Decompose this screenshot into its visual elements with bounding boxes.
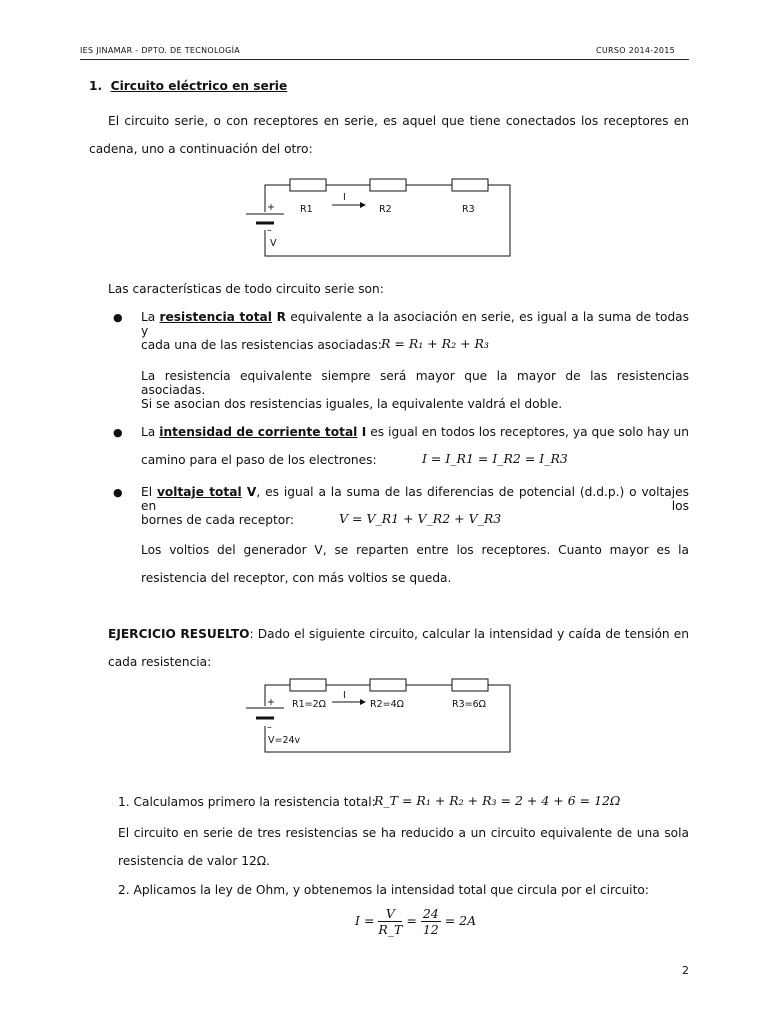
current-arrowhead	[360, 699, 366, 705]
formula-total-resistance: R_T = R₁ + R₂ + R₃ = 2 + 4 + 6 = 12Ω	[374, 793, 621, 808]
formula-ohm-law: I = $\frac{V}{R\_T}$ = $\frac{24}{12}$ = 2A	[355, 906, 477, 937]
term-voltaje-total: voltaje total	[156, 485, 242, 499]
bullet1-line-2: cada una de las resistencias asociadas:	[141, 338, 382, 352]
resistor-r1-2ohm	[290, 679, 326, 691]
formula-voltage: V = V_R1 + V_R2 + V_R3	[339, 511, 502, 526]
frac1-denominator: R_T	[378, 922, 403, 937]
section-heading	[89, 79, 689, 93]
r1-label: R1=2Ω	[292, 699, 326, 710]
resistor-r2-4ohm	[370, 679, 406, 691]
step2-text: 2. Aplicamos la ley de Ohm, y obtenemos la intensidad total que circula por el circuito:	[118, 883, 649, 897]
bullet2-line-1: La intensidad de corriente total I es igual en todos los receptores, ya que solo hay un	[141, 425, 689, 439]
battery-plus: +	[267, 697, 275, 708]
header-right: CURSO 2014-2015	[596, 46, 676, 55]
current-arrowhead	[360, 202, 366, 208]
frac1-numerator: V	[378, 906, 402, 922]
page-number: 2	[682, 964, 689, 977]
battery-minus: –	[267, 722, 272, 733]
frac2-denominator: 12	[422, 922, 439, 937]
current-label: I	[343, 690, 346, 701]
bullet-dot-2: ●	[113, 426, 123, 439]
battery-plus: +	[267, 202, 275, 213]
characteristics-intro: Las características de todo circuito serie son:	[108, 282, 384, 296]
section-title: Circuito eléctrico en serie	[110, 79, 288, 93]
exercise-circuit-diagram	[240, 672, 530, 762]
formula-resistance: R = R₁ + R₂ + R₃	[381, 336, 489, 351]
intro-line-2: cadena, uno a continuación del otro:	[89, 142, 313, 156]
step1-line-3: resistencia de valor 12Ω.	[118, 854, 270, 868]
bullet-dot-1: ●	[113, 311, 123, 324]
section-number: 1.	[89, 79, 103, 93]
bullet3-line-4: resistencia del receptor, con más voltios se queda.	[141, 571, 452, 585]
resistor-r3	[452, 179, 488, 191]
frac2-numerator: 24	[422, 906, 439, 921]
term-resistencia-total: resistencia total	[159, 310, 272, 324]
intro-line-1: El circuito serie, o con receptores en serie, es aquel que tiene conectados los receptores en	[108, 114, 689, 128]
step1-text: 1. Calculamos primero la resistencia total:	[118, 795, 376, 809]
current-label: I	[343, 192, 346, 203]
exercise-label: EJERCICIO RESUELTO	[108, 627, 250, 641]
bullet1-line-3: La resistencia equivalente siempre será mayor que la mayor de las resistencias asociadas.	[141, 369, 689, 397]
header-left: IES JINAMAR - DPTO. DE TECNOLOGÍA	[80, 46, 241, 55]
resistor-r1	[290, 179, 326, 191]
voltage-label: V	[270, 238, 277, 249]
bullet1-line-1: La resistencia total R equivalente a la asociación en serie, es igual a la suma de todas y	[141, 310, 689, 338]
r3-label: R3=6Ω	[452, 699, 486, 710]
bullet-dot-3: ●	[113, 486, 123, 499]
term-intensidad-total: intensidad de corriente total	[159, 425, 358, 439]
bullet3-line-1: El voltaje total V, es igual a la suma de las diferencias de potencial (d.d.p.) o voltajes en los	[141, 485, 689, 513]
exercise-line-1: EJERCICIO RESUELTO: Dado el siguiente circuito, calcular la intensidad y caída de tensión en	[108, 627, 689, 641]
formula-current: I = I_R1 = I_R2 = I_R3	[422, 451, 568, 466]
exercise-line-2: cada resistencia:	[108, 655, 212, 669]
step1-line-2: El circuito en serie de tres resistencias se ha reducido a un circuito equivalente de una sola	[118, 826, 689, 840]
resistor-r3-6ohm	[452, 679, 488, 691]
bullet3-line-3: Los voltios del generador V, se reparten entre los receptores. Cuanto mayor es la	[141, 543, 689, 557]
resistor-r2	[370, 179, 406, 191]
r2-label: R2=4Ω	[370, 699, 404, 710]
r1-label: R1	[300, 204, 313, 215]
bullet3-line-2: bornes de cada receptor:	[141, 513, 295, 527]
r3-label: R3	[462, 204, 475, 215]
bullet2-line-2: camino para el paso de los electrones:	[141, 453, 377, 467]
ohm-result: = 2A	[444, 913, 477, 928]
header-divider	[80, 59, 689, 60]
voltage-label: V=24v	[268, 735, 301, 746]
bullet1-line-4: Si se asocian dos resistencias iguales, la equivalente valdrá el doble.	[141, 397, 563, 411]
series-circuit-diagram	[240, 172, 530, 268]
r2-label: R2	[379, 204, 392, 215]
battery-minus: –	[267, 225, 272, 236]
